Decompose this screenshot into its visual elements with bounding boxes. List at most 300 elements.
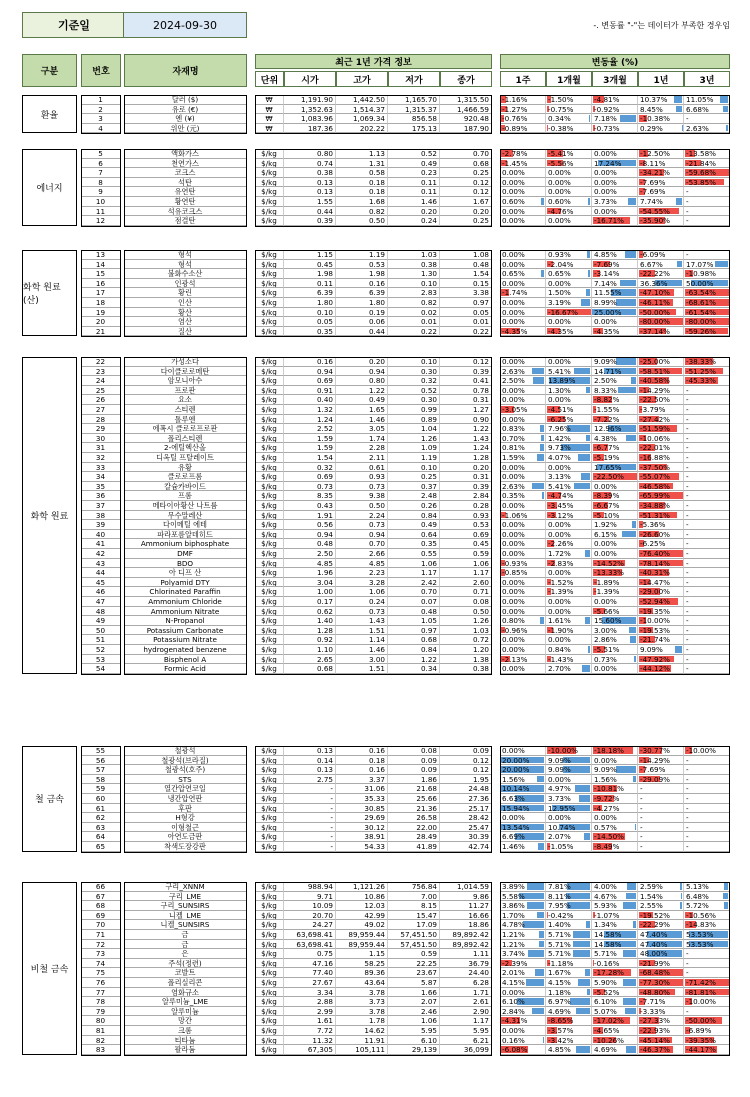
cell-end: 0.45 xyxy=(440,539,492,549)
pos-bar xyxy=(540,425,544,432)
cell-start: 0.39 xyxy=(284,216,336,226)
cell-y3: 5.72% xyxy=(684,901,730,911)
cell-w1: 10.14% xyxy=(500,784,546,794)
cell-w1: 0.00% xyxy=(500,607,546,617)
cell-name: 칼슘카바이드 xyxy=(124,482,247,492)
cell-m3: -17.28% xyxy=(592,968,638,978)
cell-low: 0.02 xyxy=(388,308,440,318)
cell-low: 1.09 xyxy=(388,443,440,453)
pos-bar xyxy=(676,198,682,205)
cell-w1: 0.00% xyxy=(500,597,546,607)
pos-bar xyxy=(723,893,728,900)
cell-w1: 0.00% xyxy=(500,415,546,425)
cell-m1: 1.40% xyxy=(546,920,592,930)
cell-num: 59 xyxy=(81,784,121,794)
pos-bar xyxy=(628,198,636,205)
pos-bar xyxy=(675,646,682,653)
cell-high: 0.16 xyxy=(336,279,388,289)
cell-end: 1.11 xyxy=(440,949,492,959)
cell-name: 철광석 xyxy=(124,746,247,756)
cell-y3: - xyxy=(684,664,730,674)
group-label: 화학 원료 xyxy=(22,357,77,674)
cell-m3: -0.16% xyxy=(592,959,638,969)
cell-start: 0.10 xyxy=(284,308,336,318)
cell-num: 45 xyxy=(81,578,121,588)
cell-num: 10 xyxy=(81,197,121,207)
cell-m1: 0.00% xyxy=(546,813,592,823)
cell-m1: -16.67% xyxy=(546,308,592,318)
cell-high: 1,069.34 xyxy=(336,114,388,124)
cell-end: 28.42 xyxy=(440,813,492,823)
cell-start: 1.32 xyxy=(284,405,336,415)
cell-y3: -6.89% xyxy=(684,1026,730,1036)
cell-end: 1.67 xyxy=(440,197,492,207)
cell-w1: -3.05% xyxy=(500,405,546,415)
cell-m3: 0.00% xyxy=(592,539,638,549)
cell-start: 2.88 xyxy=(284,997,336,1007)
cell-m1: -1.43% xyxy=(546,655,592,665)
cell-end: 0.22 xyxy=(440,327,492,337)
cell-name: 은 xyxy=(124,949,247,959)
cell-m1: 0.00% xyxy=(546,187,592,197)
cell-unit: $/kg xyxy=(255,308,284,318)
cell-name: Polyamid DTY xyxy=(124,578,247,588)
cell-y3: -51.25% xyxy=(684,367,730,377)
pos-bar xyxy=(537,454,544,461)
cell-end: 1.43 xyxy=(440,434,492,444)
cell-start: 0.38 xyxy=(284,168,336,178)
cell-high: 1.80 xyxy=(336,298,388,308)
cell-high: 1.74 xyxy=(336,434,388,444)
cell-high: 1.43 xyxy=(336,616,388,626)
cell-w1: 0.83% xyxy=(500,424,546,434)
cell-y3: -10.56% xyxy=(684,911,730,921)
cell-end: 1.17 xyxy=(440,1016,492,1026)
cell-y1: -47.10% xyxy=(638,288,684,298)
cell-low: 0.84 xyxy=(388,645,440,655)
cell-name: 망간 xyxy=(124,1016,247,1026)
cell-start: 1.98 xyxy=(284,269,336,279)
pos-bar xyxy=(532,1008,544,1015)
cell-high: 0.50 xyxy=(336,501,388,511)
cell-end: 18.86 xyxy=(440,920,492,930)
cell-y3: -81.81% xyxy=(684,988,730,998)
cell-m3: -7.22% xyxy=(592,415,638,425)
cell-low: 1,165.70 xyxy=(388,95,440,105)
col-name: 자재명 xyxy=(124,54,247,87)
cell-unit: $/kg xyxy=(255,149,284,159)
cell-end: 0.39 xyxy=(440,367,492,377)
cell-w1: -1.74% xyxy=(500,288,546,298)
cell-end: 1,014.59 xyxy=(440,882,492,892)
cell-num: 74 xyxy=(81,959,121,969)
cell-unit: $/kg xyxy=(255,386,284,396)
cell-unit: $/kg xyxy=(255,395,284,405)
cell-name: 천연가스 xyxy=(124,159,247,169)
cell-num: 9 xyxy=(81,187,121,197)
cell-y3: -50.00% xyxy=(684,1016,730,1026)
cell-end: 1.03 xyxy=(440,626,492,636)
cell-y1: -48.80% xyxy=(638,988,684,998)
cell-start: 2.75 xyxy=(284,775,336,785)
cell-num: 7 xyxy=(81,168,121,178)
pos-bar xyxy=(523,921,544,928)
cell-y1: -37.14% xyxy=(638,327,684,337)
cell-m1: -1.50% xyxy=(546,95,592,105)
cell-m3: 14.71% xyxy=(592,367,638,377)
cell-w1: 0.00% xyxy=(500,216,546,226)
col-num: 번호 xyxy=(81,54,121,87)
cell-end: 36.79 xyxy=(440,959,492,969)
cell-start: 20.70 xyxy=(284,911,336,921)
cell-w1: 20.00% xyxy=(500,765,546,775)
pos-bar xyxy=(576,1008,590,1015)
cell-low: 0.09 xyxy=(388,765,440,775)
pos-bar xyxy=(633,921,636,928)
cell-y3: - xyxy=(684,520,730,530)
cell-start: 4.85 xyxy=(284,559,336,569)
cell-w1: 6.69% xyxy=(500,832,546,842)
cell-w1: 0.00% xyxy=(500,813,546,823)
cell-num: 52 xyxy=(81,645,121,655)
cell-name: 형석 xyxy=(124,250,247,260)
pos-bar xyxy=(573,941,590,948)
cell-num: 55 xyxy=(81,746,121,756)
cell-start: 0.56 xyxy=(284,520,336,530)
cell-y1: -68.48% xyxy=(638,968,684,978)
cell-y3: 6.68% xyxy=(684,105,730,115)
pos-bar xyxy=(627,883,636,890)
pos-bar xyxy=(579,795,590,802)
cell-low: 15.47 xyxy=(388,911,440,921)
cell-m3: 9.09% xyxy=(592,357,638,367)
cell-m1: -0.42% xyxy=(546,911,592,921)
pos-bar xyxy=(532,368,544,375)
cell-low: 0.49 xyxy=(388,159,440,169)
cell-name: 금 xyxy=(124,930,247,940)
cell-start: - xyxy=(284,804,336,814)
cell-name: 메타이아황산 나트륨 xyxy=(124,501,247,511)
cell-unit: ₩ xyxy=(255,95,284,105)
cell-y1: -77.30% xyxy=(638,978,684,988)
cell-w1: 3.89% xyxy=(500,882,546,892)
cell-name: Chlorinated Paraffin xyxy=(124,587,247,597)
cell-unit: $/kg xyxy=(255,482,284,492)
cell-start: 1.54 xyxy=(284,453,336,463)
cell-y1: 48.00% xyxy=(638,949,684,959)
cell-low: 2.83 xyxy=(388,288,440,298)
cell-unit: $/kg xyxy=(255,443,284,453)
cell-name: 인광석 xyxy=(124,279,247,289)
pos-bar xyxy=(576,1046,590,1053)
cell-y1: 2.59% xyxy=(638,882,684,892)
cell-m1: 4.15% xyxy=(546,978,592,988)
cell-low: 1.22 xyxy=(388,655,440,665)
cell-start: 1.55 xyxy=(284,197,336,207)
cell-num: 49 xyxy=(81,616,121,626)
cell-y3: - xyxy=(684,386,730,396)
cell-end: 0.25 xyxy=(440,216,492,226)
cell-y1: -16.88% xyxy=(638,453,684,463)
cell-name: Ammonium biphosphate xyxy=(124,539,247,549)
cell-m3: 5.07% xyxy=(592,1007,638,1017)
cell-name: 인산 xyxy=(124,298,247,308)
cell-end: 0.90 xyxy=(440,415,492,425)
cell-name: 다이메틸 에테 xyxy=(124,520,247,530)
cell-unit: $/kg xyxy=(255,568,284,578)
cell-w1: 0.00% xyxy=(500,530,546,540)
cell-low: 26.58 xyxy=(388,813,440,823)
cell-y1: -47.92% xyxy=(638,655,684,665)
col-y3: 3년 xyxy=(684,71,730,87)
cell-m1: 7.96% xyxy=(546,424,592,434)
cell-y3: - xyxy=(684,549,730,559)
cell-w1: -2.78% xyxy=(500,149,546,159)
cell-y1: -22.01% xyxy=(638,443,684,453)
cell-high: 54.33 xyxy=(336,842,388,852)
cell-low: 1.26 xyxy=(388,434,440,444)
cell-y1: -35.90% xyxy=(638,216,684,226)
cell-start: 77.40 xyxy=(284,968,336,978)
cell-high: 2.28 xyxy=(336,443,388,453)
cell-y1: -6.09% xyxy=(638,250,684,260)
cell-high: 1,121.26 xyxy=(336,882,388,892)
cell-m1: 0.00% xyxy=(546,607,592,617)
cell-high: 0.18 xyxy=(336,178,388,188)
cell-m1: 5.41% xyxy=(546,367,592,377)
cell-low: 0.30 xyxy=(388,367,440,377)
cell-start: - xyxy=(284,784,336,794)
cell-unit: $/kg xyxy=(255,882,284,892)
cell-unit: $/kg xyxy=(255,207,284,217)
cell-m1: 9.73% xyxy=(546,443,592,453)
cell-y3: - xyxy=(684,587,730,597)
pos-bar xyxy=(625,251,636,258)
cell-y1: -19.53% xyxy=(638,626,684,636)
cell-m3: -0.92% xyxy=(592,105,638,115)
cell-start: 0.43 xyxy=(284,501,336,511)
cell-m1: 3.73% xyxy=(546,794,592,804)
cell-w1: 1.59% xyxy=(500,453,546,463)
cell-y3: - xyxy=(684,472,730,482)
cell-start: 1.96 xyxy=(284,568,336,578)
cell-m1: 0.00% xyxy=(546,178,592,188)
cell-y3: - xyxy=(684,511,730,521)
cell-m3: 3.73% xyxy=(592,197,638,207)
cell-m1: -0.38% xyxy=(546,124,592,134)
cell-name: 암모니아수 xyxy=(124,376,247,386)
pos-bar xyxy=(588,198,590,205)
pos-bar xyxy=(635,824,636,831)
cell-high: 3.37 xyxy=(336,775,388,785)
cell-m3: 6.15% xyxy=(592,530,638,540)
pos-bar xyxy=(634,656,636,663)
cell-w1: -1.27% xyxy=(500,105,546,115)
cell-num: 39 xyxy=(81,520,121,530)
pos-bar xyxy=(626,893,636,900)
group-label: 철 금속 xyxy=(22,746,77,852)
cell-m3: 1.92% xyxy=(592,520,638,530)
cell-w1: -0.93% xyxy=(500,559,546,569)
cell-y1: -7.71% xyxy=(638,997,684,1007)
cell-end: 5.95 xyxy=(440,1026,492,1036)
cell-m3: 0.00% xyxy=(592,813,638,823)
cell-num: 33 xyxy=(81,463,121,473)
cell-unit: $/kg xyxy=(255,298,284,308)
cell-unit: $/kg xyxy=(255,376,284,386)
cell-w1: 0.00% xyxy=(500,664,546,674)
cell-end: 1.95 xyxy=(440,775,492,785)
cell-w1: 0.00% xyxy=(500,308,546,318)
cell-high: 2.24 xyxy=(336,511,388,521)
cell-m1: 5.71% xyxy=(546,940,592,950)
cell-m3: 7.18% xyxy=(592,114,638,124)
cell-high: 1.14 xyxy=(336,635,388,645)
cell-low: 1.30 xyxy=(388,269,440,279)
cell-high: 1.65 xyxy=(336,405,388,415)
col-end: 종가 xyxy=(440,71,492,87)
cell-unit: $/kg xyxy=(255,920,284,930)
cell-high: 12.03 xyxy=(336,901,388,911)
cell-m3: 7.14% xyxy=(592,279,638,289)
cell-name: 점결탄 xyxy=(124,216,247,226)
cell-high: 38.91 xyxy=(336,832,388,842)
cell-name: 염화규소 xyxy=(124,988,247,998)
cell-y1: - xyxy=(638,804,684,814)
pos-bar xyxy=(570,998,590,1005)
cell-low: 0.84 xyxy=(388,511,440,521)
cell-num: 12 xyxy=(81,216,121,226)
cell-m1: 0.00% xyxy=(546,168,592,178)
cell-unit: $/kg xyxy=(255,823,284,833)
cell-high: 0.49 xyxy=(336,395,388,405)
cell-high: 1.98 xyxy=(336,269,388,279)
cell-name: 파라포름알데히드 xyxy=(124,530,247,540)
cell-unit: $/kg xyxy=(255,842,284,852)
cell-y3: -21.84% xyxy=(684,159,730,169)
cell-y1: 10.37% xyxy=(638,95,684,105)
cell-name: 불화수소산 xyxy=(124,269,247,279)
cell-y1: -7.69% xyxy=(638,178,684,188)
pos-bar xyxy=(674,96,682,103)
cell-end: 24.48 xyxy=(440,784,492,794)
cell-start: 0.62 xyxy=(284,607,336,617)
cell-y1: -34.21% xyxy=(638,168,684,178)
cell-num: 36 xyxy=(81,491,121,501)
cell-num: 60 xyxy=(81,794,121,804)
cell-high: 29.69 xyxy=(336,813,388,823)
cell-m1: 0.00% xyxy=(546,530,592,540)
cell-name: 철광석(브라질) xyxy=(124,756,247,766)
cell-m3: -14.52% xyxy=(592,559,638,569)
cell-low: 21.36 xyxy=(388,804,440,814)
cell-y1: -30.77% xyxy=(638,746,684,756)
cell-end: 11.27 xyxy=(440,901,492,911)
cell-unit: $/kg xyxy=(255,327,284,337)
cell-y1: -51.59% xyxy=(638,424,684,434)
cell-low: 2.46 xyxy=(388,1007,440,1017)
cell-m1: 2.07% xyxy=(546,832,592,842)
cell-m3: -8.82% xyxy=(592,395,638,405)
cell-num: 72 xyxy=(81,940,121,950)
cell-num: 22 xyxy=(81,357,121,367)
cell-y3: - xyxy=(684,434,730,444)
col-m3: 3개월 xyxy=(592,71,638,87)
cell-high: 0.80 xyxy=(336,376,388,386)
cell-m1: 2.70% xyxy=(546,664,592,674)
cell-end: 0.72 xyxy=(440,635,492,645)
cell-name: 니켈_LME xyxy=(124,911,247,921)
cell-low: 6.10 xyxy=(388,1036,440,1046)
cell-m1: 4.85% xyxy=(546,1045,592,1055)
cell-y3: - xyxy=(684,443,730,453)
cell-low: 0.38 xyxy=(388,260,440,270)
pos-bar xyxy=(573,950,590,957)
pos-bar xyxy=(588,646,590,653)
pos-bar xyxy=(581,473,590,480)
cell-num: 6 xyxy=(81,159,121,169)
cell-unit: $/kg xyxy=(255,968,284,978)
cell-m1: 6.97% xyxy=(546,997,592,1007)
cell-m3: -17.02% xyxy=(592,1016,638,1026)
cell-m3: 0.73% xyxy=(592,655,638,665)
cell-start: 0.69 xyxy=(284,376,336,386)
cell-start: 0.16 xyxy=(284,357,336,367)
cell-w1: -4.35% xyxy=(500,327,546,337)
cell-high: 1.46 xyxy=(336,645,388,655)
cell-y3: - xyxy=(684,794,730,804)
cell-num: 65 xyxy=(81,842,121,852)
cell-end: 0.69 xyxy=(440,530,492,540)
cell-name: Ammonium Nitrate xyxy=(124,607,247,617)
cell-high: 3.05 xyxy=(336,424,388,434)
cell-m3: -22.50% xyxy=(592,472,638,482)
cell-y1: -46.11% xyxy=(638,298,684,308)
cell-name: 크롬 xyxy=(124,1026,247,1036)
cell-y1: -27.33% xyxy=(638,1016,684,1026)
pos-bar xyxy=(587,989,590,996)
pos-bar xyxy=(587,251,590,258)
cell-start: 0.44 xyxy=(284,207,336,217)
cell-y1: -51.31% xyxy=(638,511,684,521)
pos-bar xyxy=(589,115,590,122)
cell-m3: -4.65% xyxy=(592,1026,638,1036)
pos-bar xyxy=(618,387,636,394)
cell-unit: $/kg xyxy=(255,587,284,597)
cell-name: 엔 (¥) xyxy=(124,114,247,124)
cell-y1: -80.00% xyxy=(638,317,684,327)
cell-m1: -5.56% xyxy=(546,159,592,169)
cell-y1: -22.50% xyxy=(638,395,684,405)
cell-unit: $/kg xyxy=(255,178,284,188)
cell-y1: -22.93% xyxy=(638,1026,684,1036)
cell-num: 8 xyxy=(81,178,121,188)
cell-name: 요소 xyxy=(124,395,247,405)
cell-start: 0.32 xyxy=(284,463,336,473)
cell-name: Potassium Carbonate xyxy=(124,626,247,636)
cell-m1: 1.67% xyxy=(546,968,592,978)
cell-m3: -8.39% xyxy=(592,491,638,501)
cell-w1: 0.00% xyxy=(500,549,546,559)
cell-m1: -3.12% xyxy=(546,511,592,521)
cell-m1: 7.81% xyxy=(546,882,592,892)
cell-m1: 1.18% xyxy=(546,988,592,998)
cell-num: 25 xyxy=(81,386,121,396)
cell-low: 0.82 xyxy=(388,298,440,308)
pos-bar xyxy=(586,387,590,394)
cell-y1: -65.99% xyxy=(638,491,684,501)
cell-num: 71 xyxy=(81,930,121,940)
